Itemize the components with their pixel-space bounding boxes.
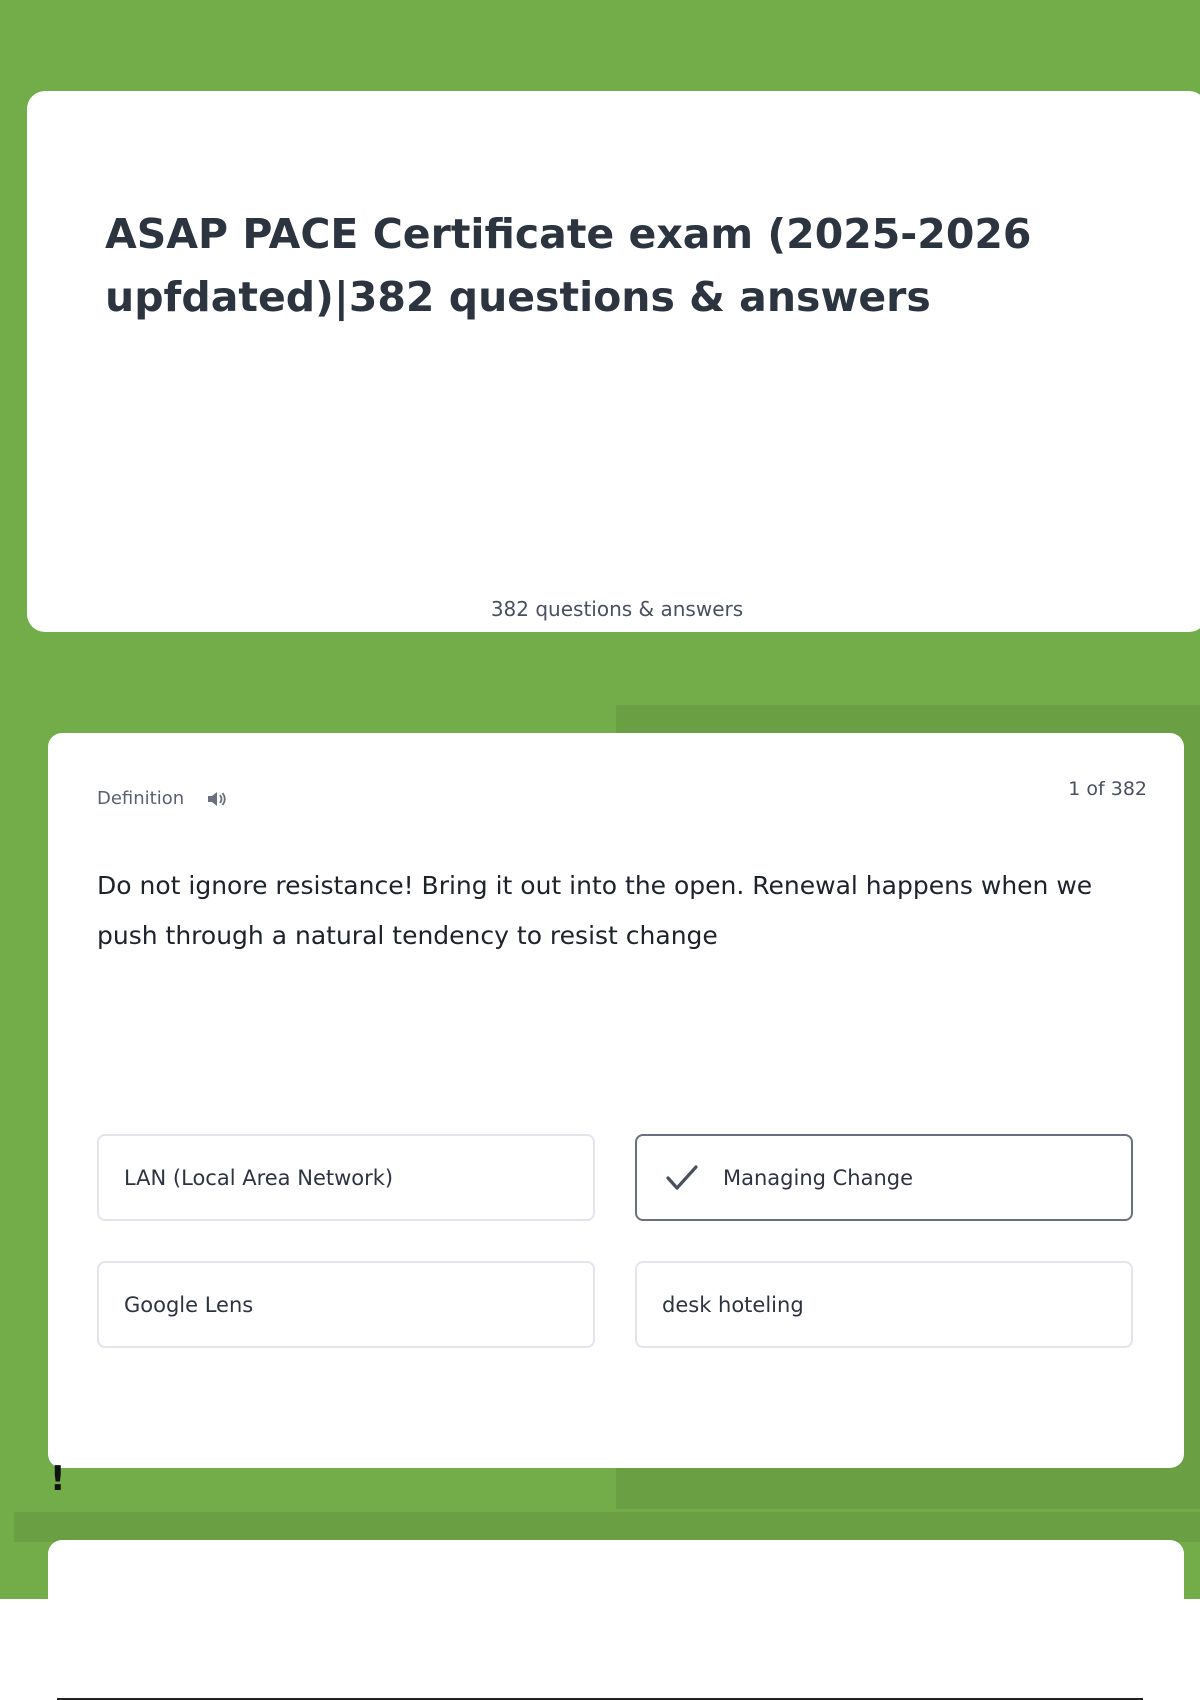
page-title xyxy=(105,203,1105,329)
checkmark-icon xyxy=(665,1163,699,1193)
page-footer xyxy=(0,1599,1200,1700)
page-title-line-1: ASAP PACE Certificate exam (2025-2026 xyxy=(105,210,1032,258)
flashcard xyxy=(48,733,1184,1468)
question-count-subtitle: 382 questions & answers xyxy=(490,597,744,621)
title-card xyxy=(27,91,1200,632)
speaker-icon[interactable] xyxy=(206,790,228,808)
answer-option-desk-hoteling[interactable] xyxy=(635,1261,1133,1348)
answer-option-label: Managing Change xyxy=(723,1165,914,1190)
answer-option-label: LAN (Local Area Network) xyxy=(124,1165,394,1190)
question-counter: 1 of 382 xyxy=(1068,778,1147,800)
page-title-line-2: upfdated)|382 questions & answers xyxy=(105,273,931,321)
background-shade-strip xyxy=(14,1512,1200,1542)
answer-option-label: desk hoteling xyxy=(662,1292,804,1317)
answer-option-lan[interactable] xyxy=(97,1134,595,1221)
answer-option-google-lens[interactable] xyxy=(97,1261,595,1348)
answer-option-label: Google Lens xyxy=(124,1292,254,1317)
definition-text: Do not ignore resistance! Bring it out into the open. Renewal happens when we push through a natural tendency to resist change xyxy=(97,871,1093,950)
term-label-text: Definition xyxy=(97,788,185,809)
stray-exclamation-mark: ! xyxy=(50,1459,66,1499)
term-label xyxy=(97,788,228,809)
answer-option-managing-change[interactable] xyxy=(635,1134,1133,1221)
